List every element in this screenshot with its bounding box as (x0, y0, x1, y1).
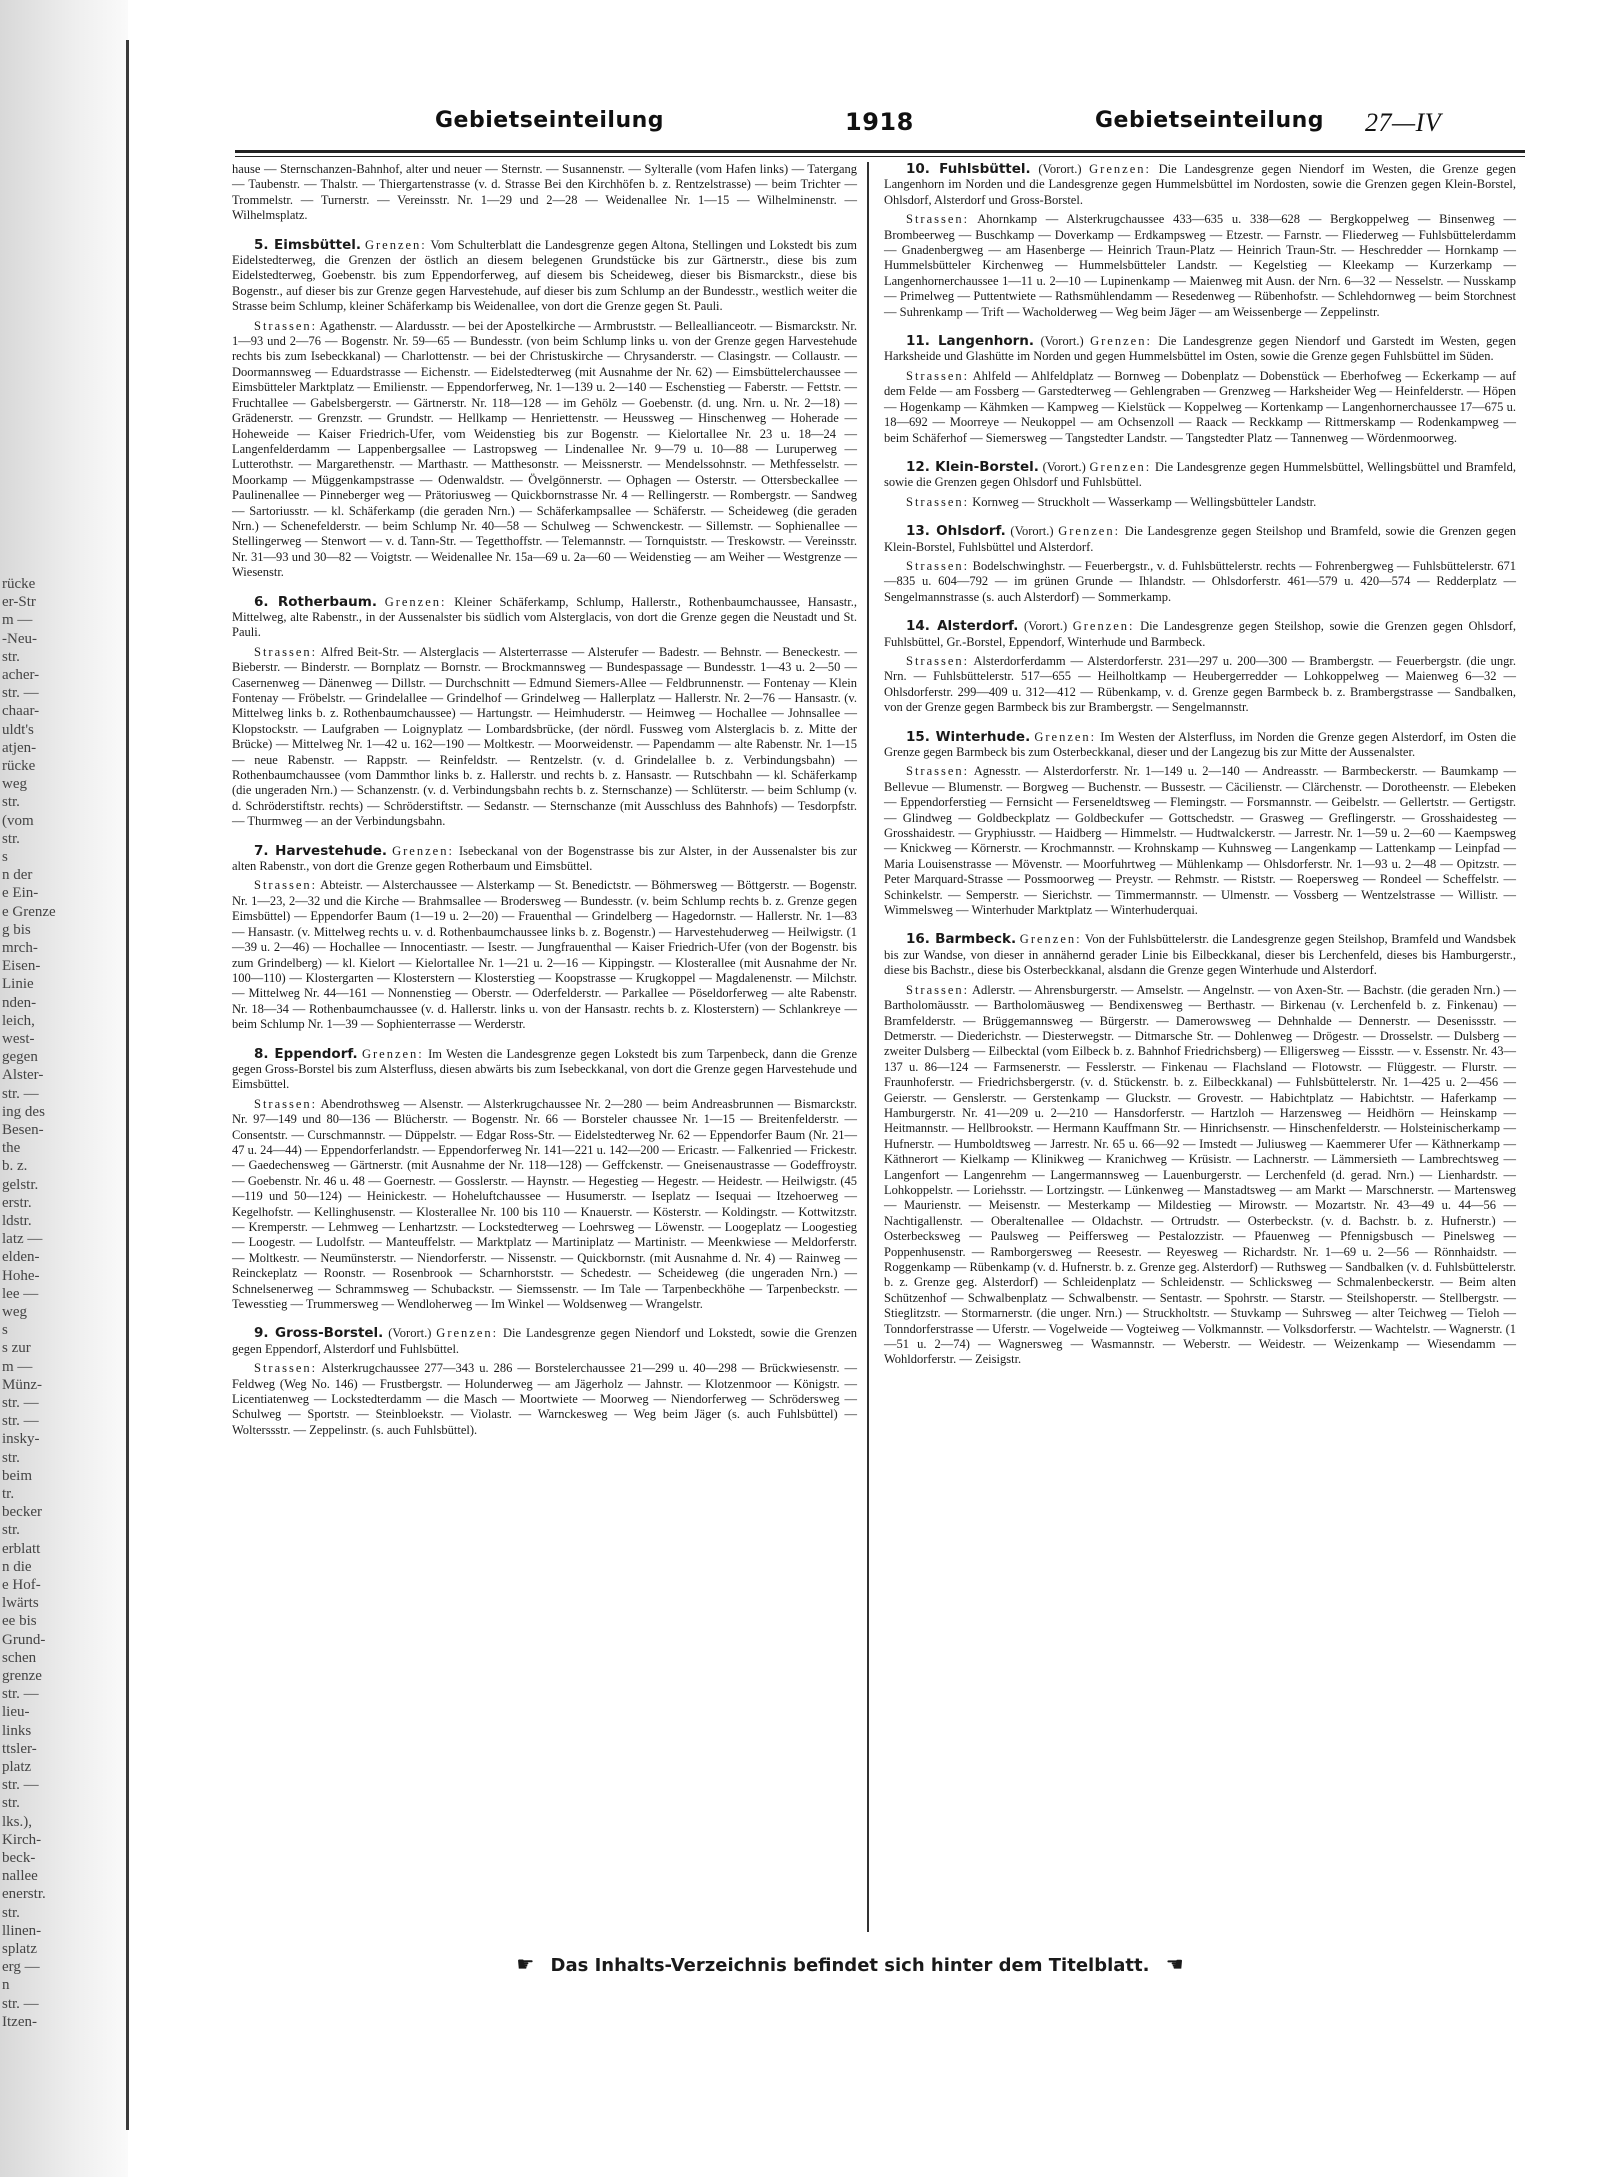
grenzen-text: Die Landesgrenze gegen Niendorf im Westen, die Grenze gegen Langenhorn im Norden und die Landesgrenze gegen Hummelsbüttel im Nordosten, sowie die Grenzen gegen Klein-Borstel, Ohlsdorf, Alsterdorf und Gross-Borstel. (884, 162, 1517, 207)
edge-fragment: Kirch- (2, 1831, 42, 1848)
district-streets (884, 559, 1516, 605)
strassen-text: Agathenstr. — Alardusstr. — bei der Apostelkirche — Armbruststr. — Belleallianceotr. — Bismarckstr. Nr. 1—93 und 2—76 — Bogenstr. Nr. 59—65 — Bundesstr. (von beim Schlump links u. von der Grenze gegen Harvestehude rechts bis zum Isebeckkanal) — Charlottenstr. — bei der Christuskirche — Chrysanderstr. — Clasingstr. — Collaustr. — Doormannsweg — Eduardstrasse — Eichenstr. — Eidelstedterweg (mit Ausnahme der Nr. 62) — Eimsbüttelerchaussee — Eimsbütteler Marktplatz — Emilienstr. — Eppendorferweg, Nr. 1—139 u. 2—140 — Eschenstieg — Faberstr. — Fettstr. — Fruchtallee — Gabelsbergerstr. — Gärtnerstr. Nr. 118—128 — im Gehölz — Goebenstr. (d. ung. Nrn. u. Nr. 2—18) — Grädenerstr. — Grenzstr. — Grundstr. — Hellkamp — Henriettenstr. — Heussweg — Hinschenweg — Hoherade — Hoheweide — Kaiser Friedrich-Ufer, vom Weidenstieg bis zur Bogenstr. — Kielortallee Nr. 23 u. 18—24 — Langenfelderdamm — Lappenbergsallee — Lastropsweg — Lindenallee Nr. 9—79 u. 10—88 — Luruperweg — Lutterothstr. — Margarethenstr. — Marthastr. — Matthesonstr. — Meissnerstr. — Mendelssohnstr. — Methfesselstr. — Moorkamp — Müggenkampstrasse — Odenwaldstr. — Övelgönnerstr. — Ophagen — Osterstr. — Ottersbeckallee — Paulinenallee — Pinneberger weg — Prätoriusweg — Quickbornstrasse Nr. 4 — Rellingerstr. — Rombergstr. — Sandweg — Sartoriusstr. — kl. Schäferkamp (die geraden Nrn.) — Schäferkampsallee — Schäferstr. — Scheideweg (die geraden Nrn.) — Schenefelderstr. — beim Schlump Nr. 40—58 — Schulweg — Schwenckestr. — Sillemstr. — Sophienallee — Stellingerweg — Stenwort — v. d. Tann-Str. — Tegetthoffstr. — Telemannstr. — Tornquiststr. — Treskowstr. — Vereinsstr. Nr. 31—93 und 30—82 — Voigtstr. — Weidenallee Nr. 15a—69 u. 2a—60 — Weidenstieg — am Weiher — Westgrenze — Wiesenstr. (232, 318, 858, 580)
grenzen-text: Die Landesgrenze gegen Niendorf und Lokstedt, sowie die Grenzen gegen Eppendorf, Alsterdorf und Fuhlsbüttel. (232, 1326, 858, 1356)
strassen-text: Abteistr. — Alsterchaussee — Alsterkamp — St. Benedictstr. — Böhmersweg — Böttgerstr. — Bogenstr. Nr. 1—23, 2—32 und die Kirche — Brahmsallee — Brodersweg — Bundesstr. (v. beim Schlump rechts b. z. Grenze gegen Eimsbüttel) — Eppendorfer Baum (1—19 u. 2—20) — Frauenthal — Grindelberg — Hagedornstr. — Hallerstr. Nr. 1—83 — Hansastr. (v. Mittelweg rechts u. v. d. Rothenbaumchaussee links b. z. Bogenstr.) — Harvestehuderweg — Heilwigstr. (1—39 u. 2—46) — Hochallee — Innocentiastr. — Isestr. — Jungfrauenthal — Kaiser Friedrich-Ufer (von der Bogenstr. bis zum Grindelberg) — kl. Kielort — Kielortallee Nr. 1—21 u. 2—16 — Kippingstr. — Klosterallee (mit Ausnahme der Nr. 100—110) — Klostergarten — Klosterstern — Klosterstieg — Koopstrasse — Krugkoppel — Magdalenenstr. — Milchstr. — Mittelweg Nr. 44—161 — Nonnenstieg — Oberstr. — Oderfelderstr. — Parkallee — Pöseldorferweg — alte Rabenstr. Nr. 18—34 — Rothenbaumchaussee (v. d. Hallerstr. links u. von der Hansastr. rechts b. z. Klosterstern) — Schlankreye — beim Schlump Nr. 1—39 — Sophienterrasse — Werderstr. (232, 878, 857, 1032)
district-title: 16. Barmbeck. (906, 931, 1017, 948)
grenzen-text: Im Westen die Landesgrenze gegen Lokstedt bis zum Tarpenbeck, dann die Grenze gegen Gross-Borstel bis zum Alsterfluss, diesen abwärts bis zum Isebeckkanal, von dort die Grenze gegen Harvestehude und Eimsbüttel. (232, 1046, 857, 1092)
edge-fragment: m — (2, 612, 33, 629)
edge-fragment: s (2, 1322, 8, 1339)
district-borders (232, 1326, 857, 1357)
district-section (884, 730, 1516, 919)
edge-fragment: n (2, 1977, 10, 1994)
edge-fragment: beim (2, 1467, 32, 1484)
edge-fragment: beck- (2, 1850, 36, 1866)
header-year: 1918 (845, 108, 914, 136)
district-title: 5. Eimsbüttel. (254, 236, 362, 253)
strassen-text: Ahlfeld — Ahlfeldplatz — Bornweg — Dobenplatz — Dobenstück — Eberhofweg — Eckerkamp — auf dem Felde — am Fossberg — Garstedterweg — Gehlengraben — Grenzweg — Harksheider Weg — Heinfelderstr. — Höpen — Hogenkamp — Kähmken — Kampweg — Kielstück — Koppelweg — Kortenkamp — Langenhornerchaussee 17—675 u. 18—692 — Moorreye — Neukoppel — am Ochsenzoll — Raack — Reckkamp — Rittmerskamp — Rodenkampweg — beim Schäferhof — Siemersweg — Tangstedter Landstr. — Tangstedter Platz — Tannenweg — Wördenmoorweg. (884, 368, 1516, 445)
right-column (884, 162, 1516, 1382)
header-rule-thin (235, 156, 1525, 157)
grenzen-label: Grenzen: (1089, 459, 1152, 474)
edge-fragment: str. — (2, 1777, 39, 1794)
vorort-label: (Vorort.) (388, 1326, 432, 1341)
edge-fragment: leich, (2, 1012, 35, 1029)
strassen-label: Strassen: (906, 212, 970, 227)
edge-fragment: the (2, 1140, 21, 1157)
edge-fragment: uldt's (2, 721, 34, 738)
district-borders (884, 460, 1516, 491)
grenzen-label: Grenzen: (1089, 162, 1151, 176)
edge-fragment: Eisen- (2, 958, 41, 975)
left-column (232, 162, 857, 1452)
district-borders (884, 334, 1516, 365)
edge-fragment: str. (2, 1904, 20, 1921)
edge-fragment: str. — (2, 1085, 39, 1102)
edge-fragment: str. (2, 1449, 20, 1466)
edge-fragment: n der (2, 867, 33, 884)
edge-fragment: e Ein- (2, 885, 39, 902)
edge-fragment: atjen- (2, 739, 37, 756)
vorort-label: (Vorort.) (1042, 459, 1086, 474)
edge-fragment: elden- (2, 1249, 40, 1266)
district-streets (884, 212, 1516, 320)
edge-fragment: latz — (2, 1231, 43, 1248)
strassen-label: Strassen: (906, 558, 970, 573)
grenzen-text: Von der Fuhlsbüttelerstr. die Landesgrenze gegen Steilshop, Bramfeld und Wandsbek bis zur Wandse, von dieser in annähernd gerader Linie bis Eilbeckkanal, dieser bis Lerchenfeld, dieses bis Hamburgerstr., diese bis Bachstr., diese bis Osterbeckkanal, alsdann die Grenze gegen Winterhude und Alsterdorf. (884, 932, 1517, 978)
edge-fragment: Münz- (2, 1376, 42, 1393)
edge-fragment: str. (2, 1795, 20, 1812)
edge-fragment: erstr. (2, 1194, 32, 1211)
edge-fragment: Besen- (2, 1122, 44, 1138)
district-title: 8. Eppendorf. (254, 1045, 358, 1062)
district-section (232, 844, 857, 1033)
district-borders (884, 730, 1516, 761)
district-title: 13. Ohlsdorf. (906, 523, 1006, 540)
edge-fragment: acher- (2, 667, 40, 683)
intro-paragraph: hause — Sternschanzen-Bahnhof, alter und neuer — Sternstr. — Susannenstr. — Sylteralle (vom Hafen links) — Tatergang — Taubenstr. — Thalstr. — Thiergartenstrasse (v. d. Strasse Bei den Kirchhöfen b. z. Rentzelstrasse) — beim Trichter — Trommelstr. — Turnerstr. — Vereinsstr. Nr. 1—29 und 2—28 — Weidenallee Nr. 1—15 — Wilhelminenstr. — Wilhelmsplatz. (232, 162, 857, 223)
district-borders (232, 595, 857, 641)
edge-fragment: ing des (2, 1103, 45, 1120)
grenzen-label: Grenzen: (1019, 932, 1082, 947)
district-section (884, 162, 1516, 320)
district-section (232, 1047, 857, 1313)
district-borders (232, 1047, 857, 1093)
edge-fragment: llinen- (2, 1922, 42, 1939)
edge-fragment: str. (2, 830, 20, 847)
edge-fragment: gelstr. (2, 1176, 39, 1193)
grenzen-text: Vom Schulterblatt die Landesgrenze gegen Altona, Stellingen und Lokstedt bis zum Eidelstedterweg, die Grenzen der östlich an diesem belegenen Grundstücke bis zur Gärtnerstr., diese bis zum Eidelstedterweg, Goebenstr. bis zum Eppendorferweg, auf diesem bis Scheideweg, dieser bis Bismarckstr., diese bis Bogenstr., auf dieser bis zur Grenze gegen Harvestehude, auf dieser bis zum Schlump an der Bundesstr., westlich weiter die Strasse beim Schlump, kleiner Schäferkamp bis Weidenallee, von dort die Grenze gegen St. Pauli. (232, 237, 857, 314)
page-header (225, 108, 1525, 140)
edge-fragment: grenze (2, 1668, 42, 1684)
edge-fragment: rücke (2, 758, 36, 774)
edge-fragment: str. — (2, 1995, 39, 2012)
edge-fragment: str. (2, 648, 20, 665)
vorort-label: (Vorort.) (1040, 334, 1084, 349)
district-section (884, 524, 1516, 605)
grenzen-text: Die Landesgrenze gegen Steilshop und Bramfeld, sowie die Grenzen gegen Klein-Borstel, Fuhlsbüttel und Alsterdorf. (884, 524, 1517, 554)
district-streets (232, 645, 857, 830)
strassen-label: Strassen: (906, 764, 970, 779)
district-streets (884, 495, 1516, 510)
edge-fragment: str. — (2, 1686, 39, 1703)
district-borders (884, 619, 1516, 650)
district-streets (884, 369, 1516, 446)
edge-fragment: links (2, 1722, 32, 1739)
edge-fragment: ee bis (2, 1613, 37, 1630)
district-borders (884, 162, 1516, 208)
grenzen-label: Grenzen: (1090, 334, 1152, 349)
column-separator (867, 162, 869, 1932)
edge-fragment: nallee (2, 1868, 38, 1885)
edge-fragment: west- (2, 1031, 35, 1047)
district-streets (884, 654, 1516, 716)
vorort-label: (Vorort.) (1038, 162, 1082, 176)
strassen-label: Strassen: (254, 878, 318, 893)
district-title: 10. Fuhlsbüttel. (906, 161, 1031, 177)
strassen-label: Strassen: (906, 494, 970, 509)
edge-fragment: lee — (2, 1285, 39, 1302)
vorort-label: (Vorort.) (1010, 524, 1054, 539)
edge-fragment: str. (2, 1522, 20, 1539)
district-title: 11. Langenhorn. (906, 333, 1034, 350)
header-left-title: Gebietseinteilung (435, 108, 665, 133)
edge-fragment: b. z. (2, 1158, 28, 1175)
edge-fragment: schen (2, 1649, 37, 1666)
grenzen-label: Grenzen: (392, 843, 454, 858)
strassen-label: Strassen: (254, 1096, 318, 1111)
strassen-text: Adlerstr. — Ahrensburgerstr. — Amselstr. — Angelnstr. — von Axen-Str. — Bachstr. (die geraden Nrn.) — Bartholomäusstr. — Bartholomäusweg — Bendixensweg — Berthastr. — Birkenau (v. Lerchenfeld b. z. Finkenau) — Bramfelderstr. — Brüggemannsweg — Bürgerstr. — Damerowsweg — Dehnhalde — Dennerstr. — Desenissstr. — Detmerstr. — Diederichstr. — Diesterwegstr. — Ditmarsche Str. — Dohlenweg — Drögestr. — Drosselstr. — Dulsberg — zweiter Dulsberg — Eilbecktal (vom Eilbeck b. z. Bahnhof Friedrichsberg) — Elligersweg — Eissstr. — v. Essenstr. Nr. 43—137 u. 86—124 — Farmsenerstr. — Fesslerstr. — Finkenau — Flachsland — Flotowstr. — Flüggestr. — Flurstr. — Fraunhoferstr. — Friedrichsbergerstr. (v. d. Stückenstr. b. z. Eilbeckkanal) — Fuhlsbüttelerstr. Nr. 1—425 u. 2—456 — Geierstr. — Genslerstr. — Gerstenkamp — Gluckstr. — Grovestr. — Habichtplatz — Habichtstr. — Haferkamp — Hamburgerstr. Nr. 41—209 u. 2—210 — Hansdorferstr. — Hartzloh — Harzensweg — Heidhörn — Heinskamp — Heitmannstr. — Hellbrookstr. — Hermann Kauffmann Str. — Hinrichsenstr. — Hinschenfelderstr. — Holsteinischerkamp — Hufnerstr. — Humboldtsweg — Jarrestr. Nr. 65 u. 66—92 — Imstedt — Juliusweg — Kaemmerer Ufer — Käthnerkamp — Käthnerort — Kielkamp — Klinikweg — Kranichweg — Krüsistr. — Lachnerstr. — Lämmersieth — Lambrechtsweg — Langenfort — Langenrehm — Langermannsweg — Lauenburgerstr. — Lerchenfeld (d. gerad. Nrn.) — Lienhardstr. — Lohkoppelstr. — Loriehsstr. — Lortzingstr. — Lünkenweg — Manstadtsweg — am Markt — Marschnerstr. — Martensweg — Maurienstr. — Meisenstr. — Mesterkamp — Mildestieg — Mirowstr. — Mozartstr. Nr. 43—49 u. 44—56 — Nachtigallenstr. — Oberaltenallee — Oldachstr. — Ortrudstr. — Osterbeckstr. (v. d. Bachstr. b. z. Hufnerstr.) — Osterbecksweg — Paulsweg — Peiffersweg — Pestalozzistr. — Pfauenweg — Pfennigsbusch — Pinelsweg — Poppenhusenstr. — Ramborgersweg — Reesestr. — Reyesweg — Richardstr. Nr. 1—69 u. 2—56 — Rönnhaidstr. — Roggenkamp — Rübenkamp (v. d. Hufnerstr. b. z. Grenze geg. Alsterdorf) — Ruthsweg — Sandbalken (v. d. Fuhlsbüttelerstr. b. z. Grenze geg. Alsterdorf) — Schleidenplatz — Schleidenstr. — Schlicksweg — Schmalenbeckerstr. — Beim alten Schützenhof — Schwalbenplatz — Schwalbenstr. — Sentastr. — Spohrstr. — Starstr. — Steilshoperstr. — Stellbergstr. — Stieglitzstr. — Stormarnerstr. (die unger. Nrn.) — Struckholtstr. — Stuvkamp — Suhrsweg — alter Teichweg — Tieloh — Tonndorferstrasse — Uferstr. — Vogelweide — Vogteiweg — Volkmannstr. — Volksdorferstr. — Wachtelstr. — Wagnerstr. (1—51 u. 2—74) — Wagnersweg — Wasmannstr. — Weberstr. — Weidestr. — Weizenkamp — Wiesendamm — Wohldorferstr. — Zeisigstr. (884, 982, 1517, 1367)
strassen-label: Strassen: (254, 318, 318, 333)
edge-fragment: mrch- (2, 940, 38, 956)
district-section (232, 1326, 857, 1438)
footer-text: Das Inhalts-Verzeichnis befindet sich hinter dem Titelblatt. (550, 1955, 1150, 1976)
edge-fragment: Hohe- (2, 1267, 40, 1284)
district-streets (232, 319, 857, 581)
strassen-label: Strassen: (254, 1361, 318, 1376)
edge-fragment: -Neu- (2, 630, 37, 647)
edge-fragment: g bis (2, 921, 31, 938)
district-borders (884, 932, 1516, 978)
grenzen-label: Grenzen: (384, 594, 447, 609)
edge-fragment: Grund- (2, 1631, 46, 1648)
gutter-line (126, 40, 129, 2130)
edge-fragment: weg (2, 1304, 27, 1320)
district-streets (232, 1361, 857, 1438)
edge-fragment: str. — (2, 1395, 39, 1411)
district-section (232, 238, 857, 581)
edge-fragment: weg (2, 776, 27, 793)
header-right-title: Gebietseinteilung (1095, 108, 1325, 133)
district-section (884, 619, 1516, 715)
edge-fragment: str. (2, 794, 20, 811)
district-streets (884, 764, 1516, 918)
strassen-text: Ahornkamp — Alsterkrugchaussee 433—635 u. 338—628 — Bergkoppelweg — Binsenweg — Brombeerweg — Buschkamp — Doverkamp — Erdkampsweg — Etzestr. — Farnstr. — Fliederweg — Fuhlsbüttelerdamm — Gnadenbergweg — am Hasenberge — Heinrich Traun-Platz — Heinrich Traun-Str. — Heschredder — Hornkamp — Hummelsbütteler Kirchenweg — Hummelsbütteler Landstr. — Kegelstieg — Kleekamp — Kurzerkamp — Langenhornerchaussee 1—11 u. 2—10 — Lupinenkamp — Maienweg mit Ausn. der Nrn. 6—32 — Nesselstr. — Nusskamp — Primelweg — Puttentwiete — Rathsmühlendamm — Resedenweg — Rübenhofstr. — Schlehdornweg — beim Storchnest — Suhrenkamp — Trift — Wacholderweg — Weg beim Jäger — am Weissenberge — Zeppelinstr. (884, 212, 1517, 319)
grenzen-label: Grenzen: (1072, 619, 1135, 634)
edge-fragment: lieu- (2, 1704, 30, 1721)
strassen-text: Alsterkrugchaussee 277—343 u. 286 — Borstelerchaussee 21—299 u. 40—298 — Brückwiesenstr. — Feldweg (Weg No. 146) — Frustbergstr. — Holunderweg — am Jägerholz — Jahnstr. — Klotzenmoor — Königstr. — Licentiatenweg — Lockstedterdamm — die Masch — Moortwiete — Moorweg — Niendorferweg — Schrödersweg — Schulweg — Sportstr. — Steinbloekstr. — Violastr. — Warnckesweg — Weg beim Jäger (s. auch Fuhlsbüttel) — Wolterssstr. — Zeppelinstr. (s. auch Fuhlsbüttel). (232, 1361, 857, 1437)
edge-fragment: erblatt (2, 1540, 41, 1557)
edge-fragment: chaar- (2, 703, 40, 720)
edge-fragment: erg — (2, 1959, 40, 1976)
district-section (884, 932, 1516, 1367)
district-section (884, 334, 1516, 446)
edge-fragment: (vom (2, 812, 34, 829)
edge-fragment: insky- (2, 1431, 40, 1448)
header-rule (235, 150, 1525, 153)
grenzen-label: Grenzen: (364, 237, 427, 252)
edge-fragment: ldstr. (2, 1213, 32, 1229)
grenzen-text: Die Landesgrenze gegen Hummelsbüttel, Wellingsbüttel und Bramfeld, sowie die Grenzen gegen Ohlsdorf und Fuhlsbüttel. (884, 459, 1516, 490)
edge-fragment: Itzen- (2, 2013, 37, 2030)
district-title: 7. Harvestehude. (254, 842, 388, 859)
pointing-hand-left-icon: ☚ (1165, 1952, 1184, 1976)
edge-fragment: nden- (2, 994, 37, 1011)
edge-fragment: gegen (2, 1049, 38, 1066)
strassen-text: Abendrothsweg — Alsenstr. — Alsterkrugchaussee Nr. 2—280 — beim Andreasbrunnen — Bismarckstr. Nr. 97—149 und 80—136 — Blücherstr. — Bogenstr. Nr. 66 — Borsteler chaussee Nr. 1—15 — Breitenfelderstr. — Consentstr. — Curschmannstr. — Düppelstr. — Edgar Ross-Str. — Eidelstedterweg Nr. 62 — Eppendorfer Baum (Nr. 21—47 u. 24—44) — Eppendorferlandstr. — Eppendorferweg Nr. 141—221 u. 142—200 — Ericastr. — Falkenried — Frickestr. — Gaedechensweg — Gärtnerstr. (mit Ausnahme der Nr. 118—128) — Geffckenstr. — Gneisenaustrasse — Godeffroystr. — Goebenstr. Nr. 46 u. 48 — Goernestr. — Gosslerstr. — Haynstr. — Hegestieg — Hegestr. — Heidestr. — Heilwigstr. (45—119 und 50—124) — Heinickestr. — Hoheluftchaussee — Husumerstr. — Iseplatz — Isequai — Itzehoerweg — Kegelhofstr. — Kellinghusenstr. — Klosterallee Nr. 100 bis 110 — Knauerstr. — Kösterstr. — Koldingstr. — Kottwitzstr. — Kremperstr. — Lehmweg — Lenhartzstr. — Lockstedterweg — Loehrsweg — Löwenstr. — Loogeplatz — Loogestieg — Loogestr. — Ludolfstr. — Manteuffelstr. — Marktplatz — Martiniplatz — Martinistr. — Meenkwiese — Meldorferstr. — Moltkestr. — Neumünsterstr. — Niendorferstr. — Nissenstr. — Quickbornstr. (mit Ausnahme d. Nr. 4) — Rainweg — Reinckeplatz — Roonstr. — Rosenbrook — Scharnhorststr. — Schedestr. — Scheideweg (die ungeraden Nrn.) — Schnelsenerweg — Schrammsweg — Schubackstr. — Siemssenstr. — Im Tale — Tarpenbeckhöhe — Tarpenbeckstr. — Tewesstieg — Trummersweg — Wendloherweg — Im Winkel — Woldsenweg — Wrangelstr. (232, 1096, 858, 1312)
edge-fragment: lwärts (2, 1595, 39, 1612)
strassen-text: Agnesstr. — Alsterdorferstr. Nr. 1—149 u. 2—140 — Andreasstr. — Barmbeckerstr. — Baumkamp — Bellevue — Blumenstr. — Borgweg — Buchenstr. — Bussestr. — Cäcilienstr. — Clärchenstr. — Dorotheenstr. — Elebeken — Eppendorferstieg — Fernsicht — Ferseneldtsweg — Flemingstr. — Forsmannstr. — Geibelstr. — Gellertstr. — Gertigstr. — Glindweg — Goldbeckplatz — Goldbeckufer — Gottschedstr. — Grasweg — Greflingerstr. — Grosshaidesteg — Grosshaidestr. — Gryphiusstr. — Haidberg — Himmelstr. — Hudtwalckerstr. — Jarrestr. Nr. 1—59 u. 2—60 — Kaempsweg — Knickweg — Körnerstr. — Krochmannstr. — Krohnskamp — Kuhnsweg — Langenkamp — Lattenkamp — Leinpfad — Maria Louisenstrasse — Mövenstr. — Moorfuhrtweg — Mühlenkamp — Ohlsdorferstr. Nr. 1—93 u. 2—48 — Opitzstr. — Peter Marquard-Strasse — Possmoorweg — Preystr. — Rehmstr. — Riststr. — Roepersweg — Rondeel — Scheffelstr. — Schinkelstr. — Semperstr. — Sierichstr. — Timmermannstr. — Ulmenstr. — Vossberg — Wentzelstrasse — Willistr. — Wimmelsweg — Winterhuder Marktplatz — Winterhuderquai. (884, 764, 1516, 918)
grenzen-label: Grenzen: (1058, 524, 1121, 539)
district-title: 9. Gross-Borstel. (254, 1325, 384, 1342)
district-streets (232, 1097, 857, 1313)
strassen-label: Strassen: (254, 644, 318, 659)
vorort-label: (Vorort.) (1023, 619, 1068, 634)
district-borders (232, 844, 857, 875)
grenzen-text: Isebeckanal von der Bogenstrasse bis zur Alster, in der Aussenalster bis zur alten Rabenstr., von dort die Grenze gegen Rotherbaum und Eimsbüttel. (232, 843, 858, 874)
strassen-text: Kornweg — Struckholt — Wasserkamp — Wellingsbütteler Landstr. (972, 494, 1317, 509)
edge-fragment: s zur (2, 1340, 31, 1357)
district-title: 12. Klein-Borstel. (906, 458, 1039, 475)
district-title: 14. Alsterdorf. (906, 618, 1019, 635)
district-section (232, 595, 857, 830)
edge-fragment: tr. (2, 1486, 15, 1502)
edge-fragment: n die (2, 1558, 32, 1575)
edge-fragment: lks.), (2, 1813, 32, 1830)
footer-note (400, 1952, 1300, 1976)
grenzen-label: Grenzen: (436, 1326, 499, 1341)
district-borders (884, 524, 1516, 555)
page-number: 27—IV (1365, 108, 1442, 137)
district-streets (232, 878, 857, 1032)
edge-fragment: rücke (2, 576, 36, 592)
district-section (884, 460, 1516, 510)
edge-fragment: s (2, 849, 8, 865)
edge-fragment: str. — (2, 1413, 39, 1430)
edge-fragment: str. — (2, 685, 39, 702)
edge-fragment: e Grenze (2, 903, 56, 920)
strassen-label: Strassen: (906, 368, 970, 383)
district-borders (232, 238, 857, 315)
grenzen-text: Kleiner Schäferkamp, Schlump, Hallerstr., Rothenbaumchaussee, Hansastr., Mittelweg, alte Rabenstr., in der Aussenalster bis südlich vom Alsterglacis, von dort die Grenze gegen die Neustadt und St. Pauli. (232, 594, 858, 640)
strassen-label: Strassen: (906, 982, 970, 997)
district-streets (884, 983, 1516, 1368)
edge-fragment: Linie (2, 976, 34, 993)
strassen-text: Alsterdorferdamm — Alsterdorferstr. 231—297 u. 200—300 — Brambergstr. — Feuerbergstr. (die ungr. Nrn. — Fuhlsbüttelerstr. 517—655 — Heilholtkamp — Heubergerredder — Lohkoppelweg — Maienweg 6—32 — Ohlsdorferstr. 299—409 u. 312—412 — Rübenkamp, v. d. Grenze gegen Barmbeck b. z. Brambergstrasse — Sandbalken, von der Grenze gegen Barmbeck bis zur Brambergstr. — Sengelmannstr. (884, 653, 1517, 715)
grenzen-text: Im Westen der Alsterfluss, im Norden die Grenze gegen Alsterdorf, im Osten die Grenze gegen Barmbeck bis zum Osterbeckkanal, dieser und der Langezug bis zur Mitte der Aussenalster. (884, 729, 1516, 759)
district-title: 15. Winterhude. (906, 728, 1031, 745)
strassen-text: Bodelschwinghstr. — Feuerbergstr., v. d. Fuhlsbüttelerstr. rechts — Fohrenbergweg — Fuhlsbüttelerstr. 671—835 u. 604—792 — im grünen Grunde — Ihlandstr. — Ohlsdorferstr. 461—579 u. 420—574 — Redderplatz — Sengelmannstrasse (s. auch Alsterdorf) — Sommerkamp. (884, 558, 1516, 604)
edge-fragment: ttsler- (2, 1740, 37, 1757)
grenzen-text: Die Landesgrenze gegen Steilshop, sowie die Grenzen gegen Ohlsdorf, Fuhlsbüttel, Gr.-Borstel, Eppendorf, Winterhude und Barmbeck. (884, 619, 1517, 649)
edge-fragment: splatz (2, 1941, 37, 1957)
edge-fragment: Alster- (2, 1067, 44, 1084)
edge-fragment: m — (2, 1358, 33, 1375)
pointing-hand-right-icon: ☛ (516, 1952, 535, 1976)
edge-fragment: e Hof- (2, 1577, 41, 1593)
edge-fragment: platz (2, 1759, 32, 1775)
strassen-text: Alfred Beit-Str. — Alsterglacis — Alsterterrasse — Alsterufer — Badestr. — Behnstr. — Beneckestr. — Bieberstr. — Binderstr. — Bornplatz — Bornstr. — Brockmannsweg — Bundespassage — Bundesstr. 1—43 u. 2—50 — Casernenweg — Dänenweg — Dillstr. — Durchschnitt — Edmund Siemers-Allee — Feldbrunnenstr. — Fontenay — Klein Fontenay — Fröbelstr. — Grindelallee — Grindelhof — Grindelweg — Hallerplatz — Hallerstr. Nr. 2—76 — Hansastr. (v. Mittelweg links b. z. Rothenbaumchaussee) — Hartungstr. — Heimhuderstr. — Heimweg — Hochallee — Johnsallee — Klopstockstr. — Laufgraben — Loignyplatz — Lombardsbrücke, (der nördl. Fussweg vom Alsterglacis b. z. Mitte der Brücke) — Mittelweg Nr. 1—42 u. 162—190 — Moltkestr. — Moorweidenstr. — Papendamm — alte Rabenstr. Nr. 1—15 — neue Rabenstr. — Rappstr. — Reinfeldstr. — Rentzelstr. (v. d. Grindelallee b. z. Verbindungsbahn) — Rothenbaumchaussee (vom Dammthor links b. z. Hallerstr. und rechts b. z. Hansastr. — Rutschbahn — kl. Schäferkamp (die ungeraden Nrn.) — Schanzenstr. (v. d. Verbindungsbahn rechts b. z. Sternschanze) — Schlüterstr. — beim Schlump (v. d. Schröderstiftstr. rechts) — Schröderstiftstr. — Sedanstr. — Sternschanze (mit Ausschluss des Bahnhofs) — Tesdorpfstr. — Thurmweg — an der Verbindungsbahn. (232, 644, 857, 829)
edge-fragment: becker (2, 1504, 42, 1521)
grenzen-label: Grenzen: (1034, 729, 1097, 744)
grenzen-text: Die Landesgrenze gegen Niendorf und Garstedt im Westen, gegen Harksheide und Glashütte im Norden und gegen Hummelsbüttel im Osten, sowie die Grenze gegen Fuhlsbüttel im Süden. (884, 334, 1517, 364)
edge-fragment: enerstr. (2, 1886, 46, 1903)
grenzen-label: Grenzen: (361, 1046, 424, 1061)
district-title: 6. Rotherbaum. (254, 593, 377, 610)
previous-page-edge (2, 0, 97, 2177)
edge-fragment: er-Str (2, 594, 36, 611)
strassen-label: Strassen: (906, 653, 970, 668)
